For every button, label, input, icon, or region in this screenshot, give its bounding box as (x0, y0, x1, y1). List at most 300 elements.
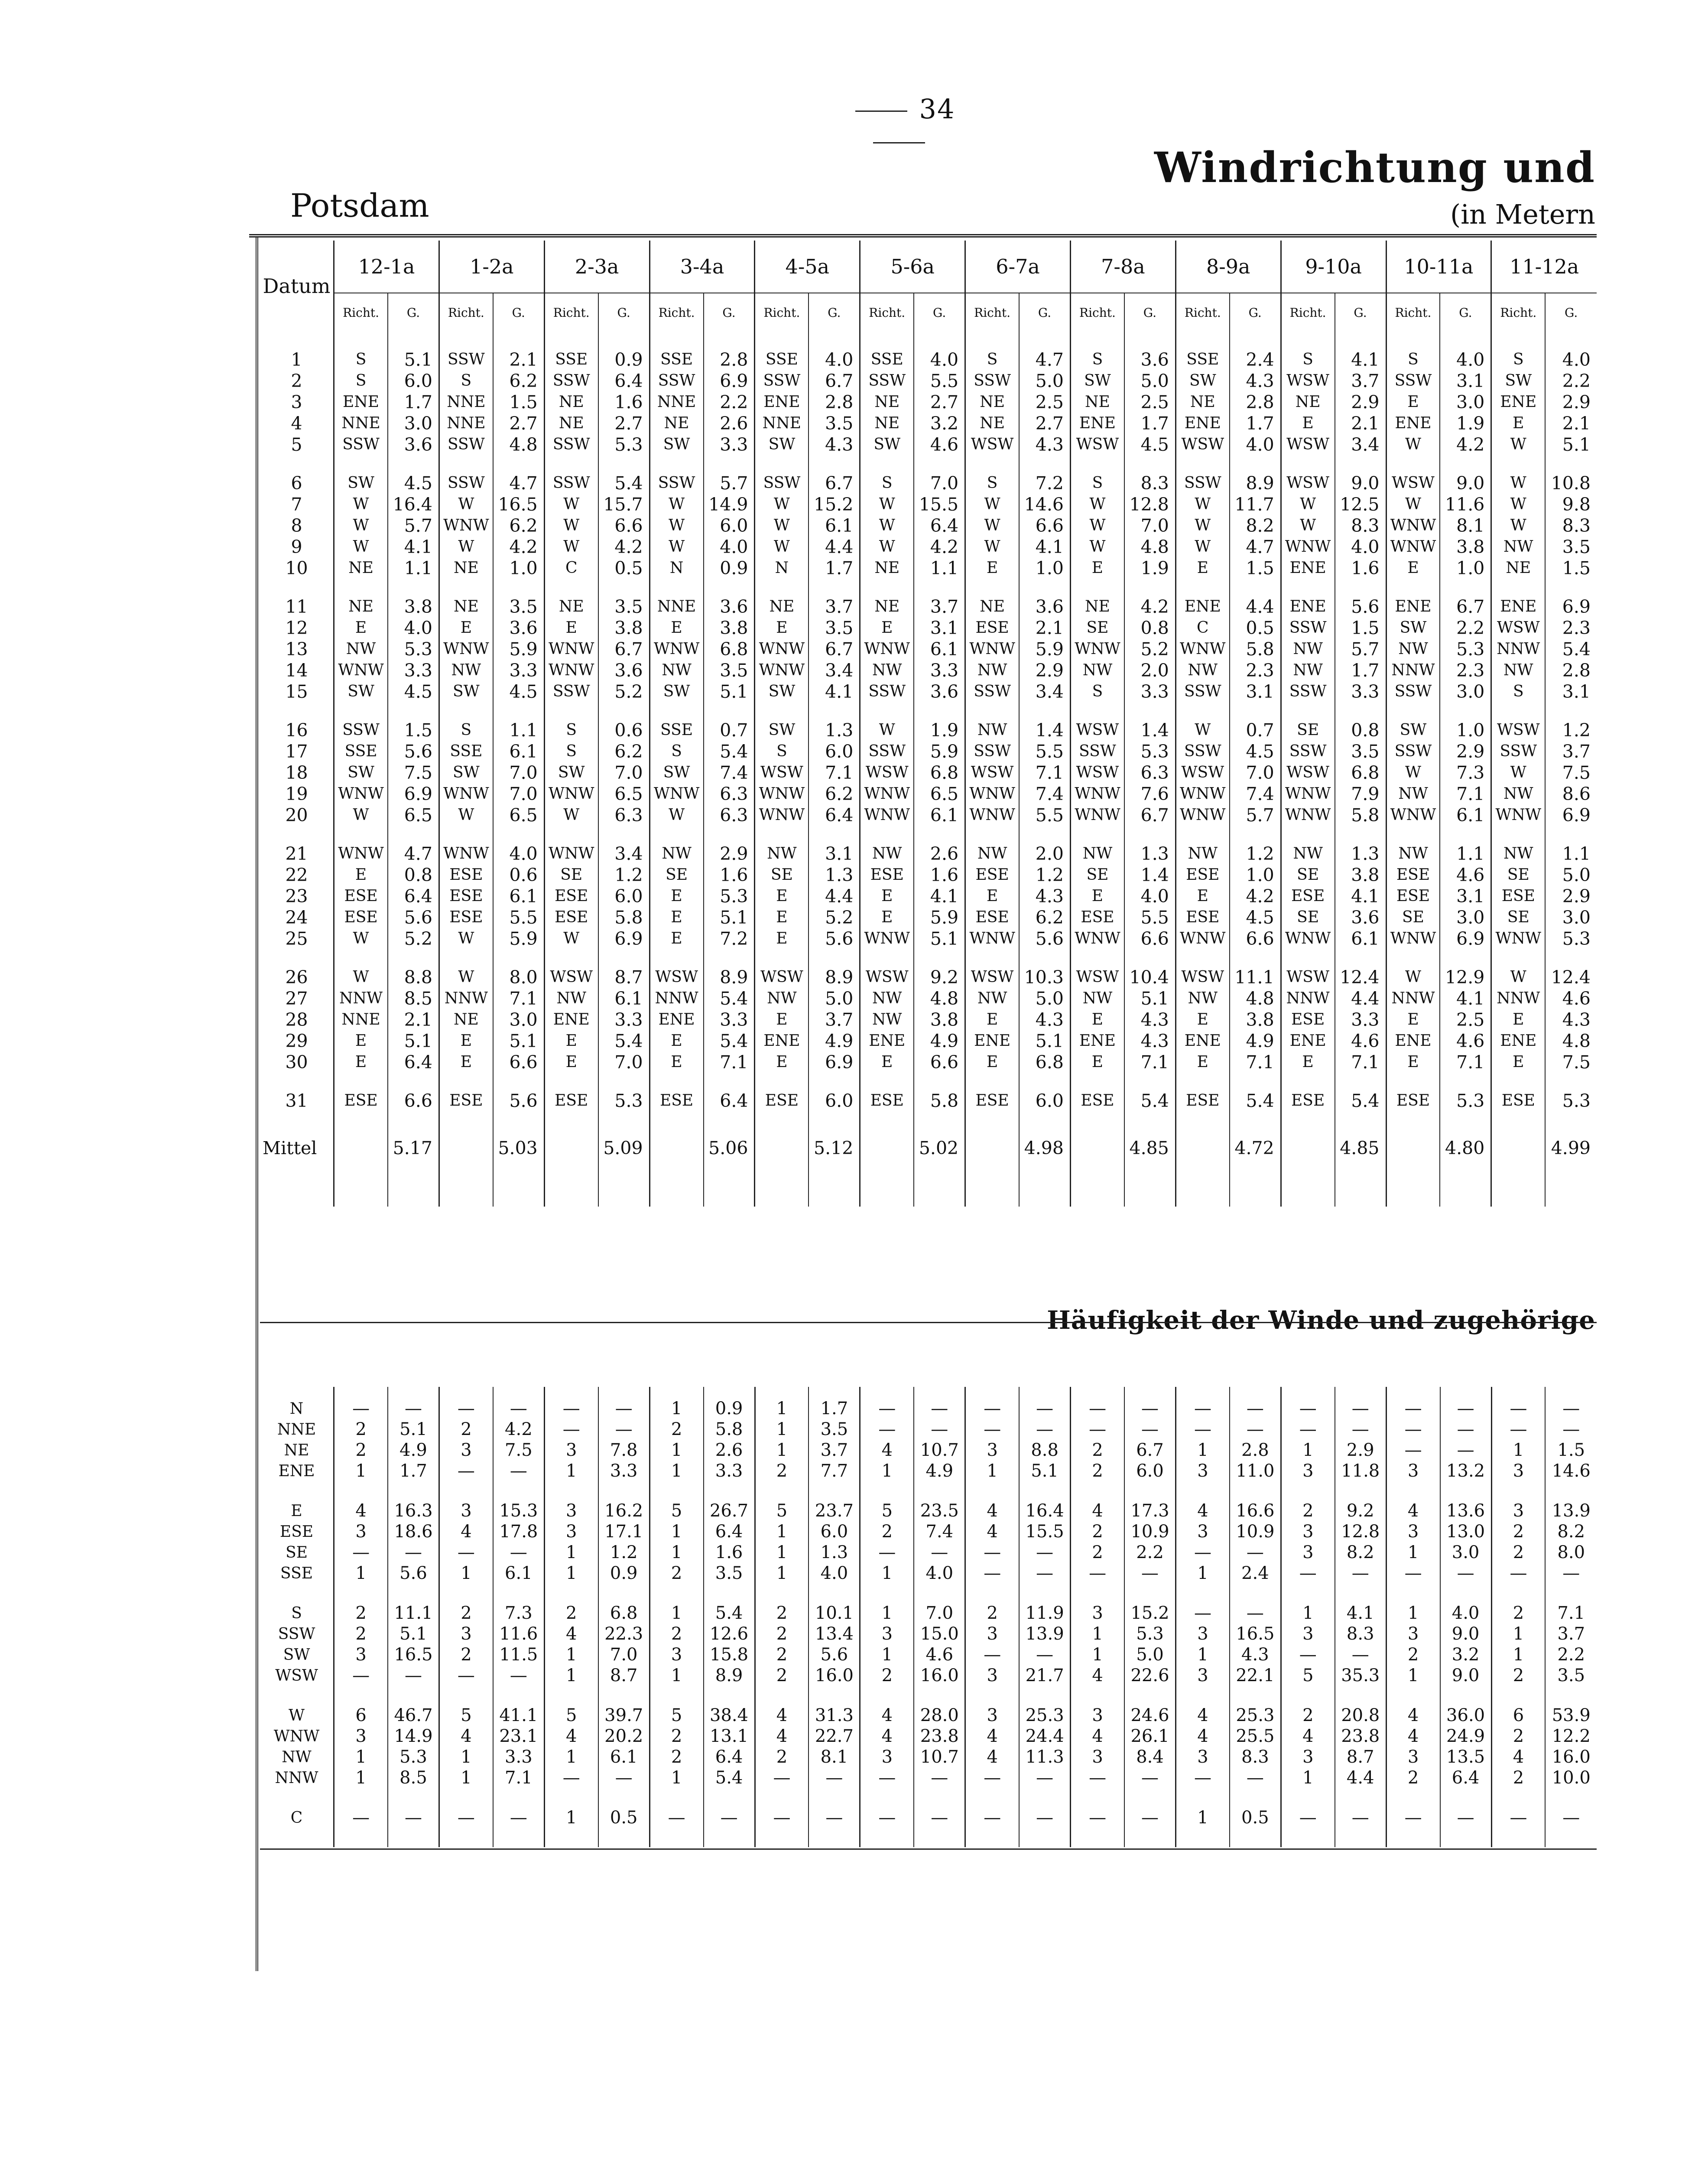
count-cell: — (1491, 1563, 1545, 1584)
speed-cell: 3.7 (1545, 741, 1597, 762)
direction-cell: NW (965, 988, 1019, 1009)
speed-cell: 0.9 (598, 349, 649, 370)
sum-cell: — (1124, 1419, 1175, 1440)
speed-cell: 1.4 (1019, 719, 1070, 741)
speed-cell: 4.7 (493, 472, 544, 494)
sum-cell: 20.8 (1335, 1705, 1386, 1726)
speed-cell: 3.3 (914, 660, 965, 681)
count-cell: 1 (755, 1440, 809, 1461)
direction-cell: ENE (1175, 1030, 1229, 1051)
sum-cell: 8.4 (1124, 1747, 1175, 1767)
speed-cell: 8.3 (1545, 515, 1597, 536)
table-row (260, 843, 1597, 864)
speed-cell: 6.6 (493, 1051, 544, 1073)
sum-cell: 6.0 (809, 1521, 860, 1542)
count-cell: 1 (1071, 1624, 1124, 1644)
direction-cell: E (439, 1030, 493, 1051)
speed-cell: 7.5 (1545, 1051, 1597, 1073)
sum-cell: 14.6 (1545, 1461, 1597, 1481)
speed-cell: 6.6 (1230, 928, 1281, 949)
direction-cell: W (965, 515, 1019, 536)
date-cell: 8 (291, 515, 302, 536)
speed-cell: 9.0 (1440, 472, 1491, 494)
speed-cell: 12.8 (1124, 494, 1175, 515)
hour-header: 5-6a (860, 241, 965, 293)
sum-cell: — (1335, 1398, 1386, 1419)
group-spacer (260, 1387, 1597, 1398)
sum-cell: — (1545, 1419, 1597, 1440)
sum-cell: — (493, 1665, 544, 1686)
speed-cell: 4.6 (1440, 864, 1491, 885)
direction-cell: NNE (755, 413, 809, 434)
date-cell: 23 (285, 885, 308, 907)
speed-cell: 1.6 (914, 864, 965, 885)
speed-cell: 5.4 (704, 988, 755, 1009)
direction-cell: SSW (544, 472, 598, 494)
sum-cell: 3.3 (493, 1747, 544, 1767)
speed-cell: 4.0 (704, 536, 755, 557)
speed-cell: 2.1 (1545, 413, 1597, 434)
count-cell: 4 (1281, 1726, 1335, 1747)
count-cell: 1 (439, 1767, 493, 1788)
sum-cell: 8.3 (1335, 1624, 1386, 1644)
direction-cell: WSW (1281, 370, 1335, 391)
group-spacer (260, 1828, 1597, 1847)
direction-cell: SSW (649, 472, 703, 494)
direction-cell: ESE (1070, 1090, 1124, 1111)
speed-cell: 0.5 (1230, 617, 1281, 638)
direction-cell (649, 1129, 703, 1168)
speed-cell: 7.0 (1230, 762, 1281, 783)
speed-cell: 1.3 (1124, 843, 1175, 864)
sum-cell: 5.1 (1019, 1461, 1070, 1481)
count-cell: 1 (544, 1563, 598, 1584)
count-cell: 2 (755, 1603, 809, 1624)
direction-cell: W (965, 536, 1019, 557)
speed-cell: 5.5 (1019, 741, 1070, 762)
speed-cell: 5.9 (914, 907, 965, 928)
sum-cell: — (1335, 1563, 1386, 1584)
date-cell: 18 (285, 762, 308, 783)
speed-cell: 6.5 (388, 804, 439, 826)
speed-cell: 2.4 (1230, 349, 1281, 370)
count-cell: 2 (1386, 1767, 1440, 1788)
direction-cell: SE (1491, 907, 1545, 928)
mean-value: 4.85 (1124, 1129, 1175, 1168)
count-cell: 3 (439, 1500, 493, 1521)
direction-cell: W (544, 536, 598, 557)
table-row (260, 536, 1597, 557)
count-cell: 3 (1491, 1461, 1545, 1481)
direction-cell: ENE (1281, 557, 1335, 579)
direction-cell: SW (860, 434, 914, 455)
count-cell: — (965, 1563, 1019, 1584)
date-cell: 4 (291, 413, 302, 434)
speed-cell: 4.1 (1335, 349, 1386, 370)
count-cell: 1 (334, 1563, 388, 1584)
count-cell: 3 (1281, 1624, 1335, 1644)
count-cell: — (965, 1419, 1019, 1440)
direction-cell: NNE (649, 596, 703, 617)
speed-cell: 11.6 (1440, 494, 1491, 515)
speed-cell: 6.1 (914, 804, 965, 826)
speed-cell: 2.6 (704, 413, 755, 434)
sum-cell: 22.1 (1230, 1665, 1281, 1686)
speed-cell: 1.9 (1440, 413, 1491, 434)
count-cell: — (1281, 1563, 1335, 1584)
sum-cell: — (1230, 1603, 1281, 1624)
speed-cell: 6.4 (388, 1051, 439, 1073)
sum-cell: 3.3 (704, 1461, 755, 1481)
direction-cell: SW (755, 681, 809, 702)
sum-cell: 10.7 (914, 1440, 965, 1461)
table-row (260, 1665, 1597, 1686)
speed-cell: 2.2 (704, 391, 755, 413)
speed-cell: 3.2 (914, 413, 965, 434)
count-cell: 1 (1281, 1767, 1335, 1788)
direction-cell: ESE (1386, 864, 1440, 885)
direction-label: WNW (273, 1727, 320, 1745)
direction-cell: E (1281, 1051, 1335, 1073)
sum-cell: — (493, 1461, 544, 1481)
speed-cell: 1.5 (493, 391, 544, 413)
count-cell: — (860, 1542, 914, 1563)
date-cell: 2 (291, 370, 302, 391)
direction-cell: W (755, 494, 809, 515)
count-cell: 1 (334, 1767, 388, 1788)
direction-cell: WNW (334, 783, 388, 804)
table-row (260, 1398, 1597, 1419)
direction-cell: WSW (1281, 472, 1335, 494)
speed-cell: 4.6 (914, 434, 965, 455)
direction-cell: S (334, 370, 388, 391)
speed-cell: 5.7 (704, 472, 755, 494)
speed-cell: 2.7 (1019, 413, 1070, 434)
direction-cell: WNW (1386, 804, 1440, 826)
count-cell: 1 (755, 1563, 809, 1584)
count-cell: 1 (544, 1807, 598, 1828)
speed-cell: 1.4 (1124, 719, 1175, 741)
speed-cell: 4.5 (1230, 741, 1281, 762)
direction-cell: SSE (649, 349, 703, 370)
speed-cell: 4.3 (1124, 1009, 1175, 1030)
station-name: Potsdam (290, 187, 429, 225)
direction-cell: ENE (1175, 596, 1229, 617)
speed-cell: 5.2 (1124, 638, 1175, 660)
direction-cell: ESE (965, 1090, 1019, 1111)
direction-cell: E (1175, 557, 1229, 579)
sum-cell: — (1019, 1767, 1070, 1788)
direction-cell (544, 1129, 598, 1168)
speed-cell: 6.0 (1019, 1090, 1070, 1111)
direction-cell: WSW (1175, 966, 1229, 988)
speed-cell: 5.3 (1440, 1090, 1491, 1111)
count-cell: 1 (439, 1563, 493, 1584)
direction-cell: NNE (649, 391, 703, 413)
direction-subheader: Richt. (860, 293, 914, 332)
sum-cell: 11.0 (1230, 1461, 1281, 1481)
count-cell: 6 (1491, 1705, 1545, 1726)
count-cell: 1 (649, 1521, 703, 1542)
count-cell: 4 (1175, 1705, 1229, 1726)
speed-cell: 3.8 (598, 617, 649, 638)
speed-cell: 8.9 (809, 966, 860, 988)
speed-cell: 1.7 (809, 557, 860, 579)
speed-cell: 3.5 (1545, 536, 1597, 557)
sum-cell: 5.3 (388, 1747, 439, 1767)
sum-cell: 23.5 (914, 1500, 965, 1521)
direction-cell: SW (544, 762, 598, 783)
sum-cell: — (809, 1807, 860, 1828)
speed-cell: 5.1 (704, 907, 755, 928)
sum-cell: 4.9 (388, 1440, 439, 1461)
speed-cell: 5.0 (1019, 370, 1070, 391)
speed-cell: 4.2 (1124, 596, 1175, 617)
speed-cell: 5.3 (598, 1090, 649, 1111)
direction-cell: WNW (1070, 804, 1124, 826)
speed-cell: 6.4 (704, 1090, 755, 1111)
direction-cell: E (860, 907, 914, 928)
direction-cell: NW (1281, 843, 1335, 864)
direction-cell: W (1386, 762, 1440, 783)
speed-cell: 6.2 (809, 783, 860, 804)
count-cell: 4 (1071, 1500, 1124, 1521)
speed-cell: 0.8 (1124, 617, 1175, 638)
speed-cell: 1.7 (1230, 413, 1281, 434)
speed-cell: 4.3 (809, 434, 860, 455)
table-row (260, 1726, 1597, 1747)
speed-cell: 6.4 (809, 804, 860, 826)
sum-cell: — (1019, 1542, 1070, 1563)
speed-cell: 9.0 (1335, 472, 1386, 494)
speed-cell: 2.9 (1545, 885, 1597, 907)
speed-cell: 5.3 (388, 638, 439, 660)
speed-cell: 1.3 (1335, 843, 1386, 864)
count-cell: 1 (1386, 1665, 1440, 1686)
frequency-bottom-rule (260, 1848, 1597, 1850)
sum-cell: 4.0 (1440, 1603, 1491, 1624)
direction-cell: W (649, 536, 703, 557)
direction-cell: WSW (965, 966, 1019, 988)
speed-cell: 5.1 (1124, 988, 1175, 1009)
count-cell: 2 (649, 1563, 703, 1584)
direction-cell: NW (1491, 660, 1545, 681)
direction-cell: WNW (334, 660, 388, 681)
count-cell: 2 (1071, 1521, 1124, 1542)
speed-cell: 7.4 (704, 762, 755, 783)
count-cell: 2 (1491, 1665, 1545, 1686)
direction-cell: E (649, 1030, 703, 1051)
direction-cell: NNW (1281, 988, 1335, 1009)
sum-cell: 6.4 (704, 1521, 755, 1542)
count-cell: 2 (755, 1644, 809, 1665)
direction-label: C (290, 1809, 303, 1827)
direction-cell: SSE (1175, 349, 1229, 370)
count-cell: 4 (1386, 1726, 1440, 1747)
direction-cell: SSW (965, 681, 1019, 702)
direction-cell: NW (1281, 638, 1335, 660)
direction-cell: NW (1386, 638, 1440, 660)
sum-cell: 13.2 (1440, 1461, 1491, 1481)
group-spacer (260, 826, 1597, 843)
count-cell: 2 (755, 1665, 809, 1686)
speed-cell: 4.4 (1335, 988, 1386, 1009)
direction-cell: NE (965, 391, 1019, 413)
direction-cell: S (1070, 681, 1124, 702)
sum-cell: — (1230, 1542, 1281, 1563)
direction-cell: SSW (544, 370, 598, 391)
direction-cell: W (1070, 536, 1124, 557)
direction-cell: NW (860, 660, 914, 681)
count-cell: 1 (544, 1461, 598, 1481)
direction-cell: ESE (544, 885, 598, 907)
sum-cell: 25.5 (1230, 1726, 1281, 1747)
sum-cell: 7.3 (493, 1603, 544, 1624)
direction-cell: WNW (1281, 804, 1335, 826)
sum-cell: 11.3 (1019, 1747, 1070, 1767)
sum-cell: 1.2 (598, 1542, 649, 1563)
speed-cell: 2.5 (1124, 391, 1175, 413)
speed-cell: 1.1 (388, 557, 439, 579)
group-spacer (260, 1584, 1597, 1603)
direction-cell: WNW (1070, 783, 1124, 804)
direction-cell: W (1175, 494, 1229, 515)
count-cell: 1 (1281, 1440, 1335, 1461)
speed-cell: 6.4 (388, 885, 439, 907)
sum-cell: 9.0 (1440, 1624, 1491, 1644)
count-cell: 2 (1491, 1542, 1545, 1563)
page-number-text: 34 (919, 93, 955, 125)
speed-cell: 3.7 (914, 596, 965, 617)
count-cell: — (965, 1807, 1019, 1828)
direction-label: N (289, 1399, 304, 1418)
direction-cell: NW (544, 988, 598, 1009)
direction-subheader: Richt. (439, 293, 493, 332)
sum-cell: 6.1 (598, 1747, 649, 1767)
direction-cell: E (1175, 1009, 1229, 1030)
speed-cell: 4.3 (1019, 885, 1070, 907)
sum-cell: 8.8 (1019, 1440, 1070, 1461)
count-cell: 3 (1175, 1665, 1229, 1686)
speed-cell: 3.4 (598, 843, 649, 864)
count-cell: 4 (965, 1521, 1019, 1542)
direction-cell: E (334, 617, 388, 638)
speed-cell: 1.5 (1335, 617, 1386, 638)
speed-cell: 7.6 (1124, 783, 1175, 804)
direction-cell: NE (860, 413, 914, 434)
sum-cell: 2.8 (1230, 1440, 1281, 1461)
mean-value: 4.80 (1440, 1129, 1491, 1168)
speed-cell: 6.7 (1440, 596, 1491, 617)
direction-cell: E (649, 907, 703, 928)
direction-cell: C (544, 557, 598, 579)
count-cell: 1 (860, 1644, 914, 1665)
count-cell: 3 (1281, 1521, 1335, 1542)
direction-cell: ENE (1386, 596, 1440, 617)
direction-cell: N (649, 557, 703, 579)
speed-cell: 2.7 (493, 413, 544, 434)
frequency-top-rule (260, 1322, 1597, 1323)
direction-cell: NE (544, 391, 598, 413)
count-cell: 1 (965, 1461, 1019, 1481)
speed-cell: 4.3 (1124, 1030, 1175, 1051)
count-cell: 1 (1386, 1542, 1440, 1563)
speed-cell: 5.5 (914, 370, 965, 391)
date-cell: 21 (285, 843, 308, 864)
sum-cell: — (1019, 1563, 1070, 1584)
direction-cell: WSW (860, 966, 914, 988)
speed-cell: 8.6 (1545, 783, 1597, 804)
sum-cell: — (704, 1807, 755, 1828)
speed-cell: 3.1 (1230, 681, 1281, 702)
count-cell: 1 (334, 1747, 388, 1767)
direction-cell: WNW (1491, 804, 1545, 826)
direction-cell: SSW (1175, 741, 1229, 762)
direction-label: NNW (275, 1769, 318, 1787)
speed-cell: 3.8 (914, 1009, 965, 1030)
speed-cell: 3.1 (809, 843, 860, 864)
count-cell: — (1071, 1807, 1124, 1828)
count-cell: 6 (334, 1705, 388, 1726)
direction-cell: SSE (649, 719, 703, 741)
direction-cell: NE (755, 596, 809, 617)
sum-cell: 7.8 (598, 1440, 649, 1461)
direction-cell: SSE (544, 349, 598, 370)
left-rule (256, 238, 258, 1971)
direction-cell: WNW (544, 638, 598, 660)
sum-cell: 17.3 (1124, 1500, 1175, 1521)
count-cell: 3 (965, 1440, 1019, 1461)
sum-cell: — (1019, 1419, 1070, 1440)
sum-cell: — (914, 1398, 965, 1419)
count-cell: — (649, 1807, 703, 1828)
speed-cell: 5.4 (704, 1030, 755, 1051)
sum-cell: 23.1 (493, 1726, 544, 1747)
speed-cell: 15.7 (598, 494, 649, 515)
speed-cell: 5.6 (388, 907, 439, 928)
count-cell: — (965, 1542, 1019, 1563)
sum-cell: 14.9 (388, 1726, 439, 1747)
direction-label: NNE (277, 1420, 316, 1438)
direction-cell: ENE (1281, 596, 1335, 617)
count-cell: 3 (965, 1705, 1019, 1726)
count-cell: 2 (860, 1665, 914, 1686)
speed-cell: 4.3 (1230, 370, 1281, 391)
sum-cell: — (1545, 1398, 1597, 1419)
speed-cell: 4.6 (1440, 1030, 1491, 1051)
direction-cell: WNW (755, 660, 809, 681)
direction-cell: W (860, 494, 914, 515)
count-cell: — (1175, 1419, 1229, 1440)
count-cell: 1 (1491, 1644, 1545, 1665)
speed-cell: 6.1 (809, 515, 860, 536)
sum-cell: — (1440, 1419, 1491, 1440)
direction-cell: ENE (1386, 413, 1440, 434)
direction-cell: E (1281, 413, 1335, 434)
direction-cell: SSW (860, 741, 914, 762)
direction-cell: E (1491, 1009, 1545, 1030)
count-cell: 2 (649, 1726, 703, 1747)
sum-cell: 8.2 (1545, 1521, 1597, 1542)
direction-cell: NW (1070, 660, 1124, 681)
hour-header: 8-9a (1175, 241, 1281, 293)
speed-cell: 2.1 (493, 349, 544, 370)
direction-cell: WNW (965, 804, 1019, 826)
count-cell: 3 (649, 1644, 703, 1665)
direction-cell: NNE (334, 1009, 388, 1030)
sum-cell: 53.9 (1545, 1705, 1597, 1726)
direction-cell: SW (649, 434, 703, 455)
